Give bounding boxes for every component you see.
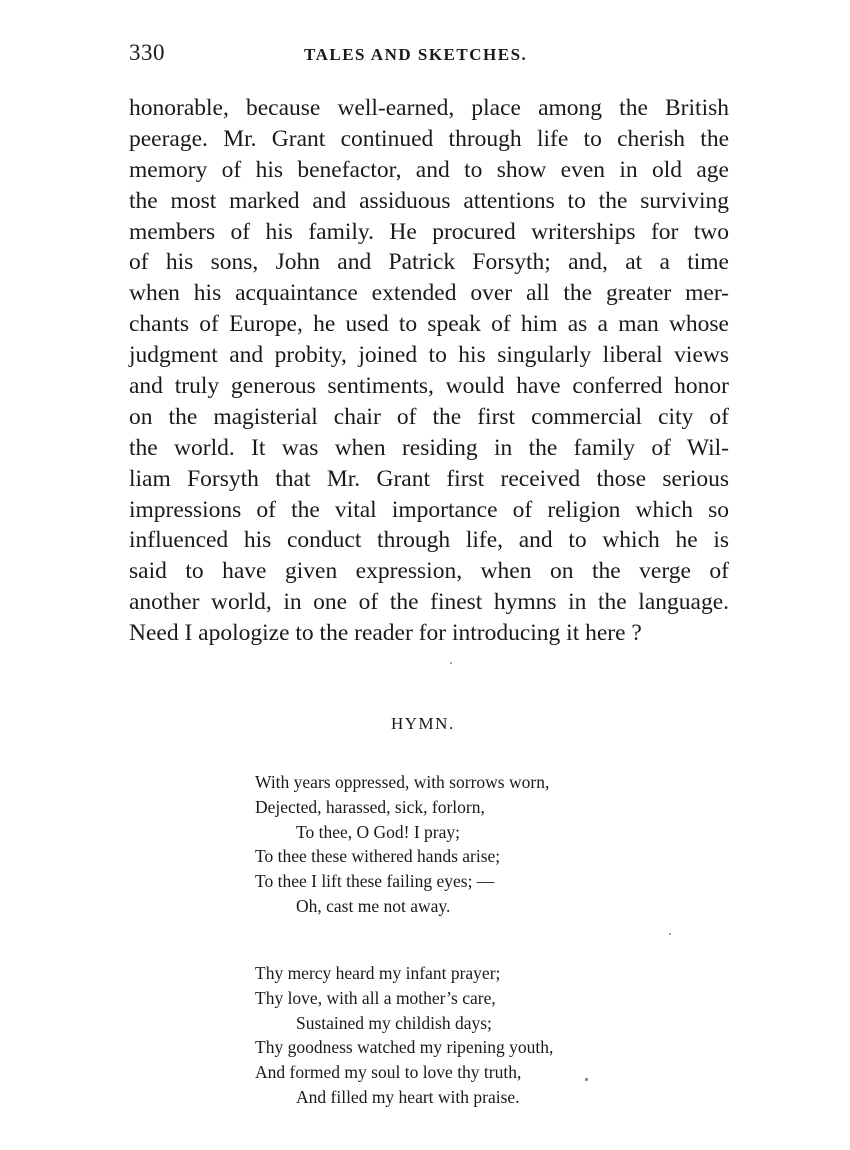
speck-mark	[669, 933, 671, 935]
verse-line: Thy goodness watched my ripening youth,	[255, 1037, 554, 1058]
body-line: and truly generous sentiments, would have conferred honor	[129, 373, 729, 400]
hymn-stanza-1	[255, 770, 635, 919]
hymn-title: HYMN.	[391, 714, 455, 733]
body-line: when his acquaintance extended over all the greater mer-	[129, 280, 729, 307]
body-line: impressions of the vital importance of religion which so	[129, 496, 729, 523]
body-line: the world. It was when residing in the family of Wil-	[129, 434, 729, 461]
body-line: members of his family. He procured writerships for two	[129, 218, 729, 245]
verse-line: And formed my soul to love thy truth,	[255, 1062, 522, 1083]
verse-line: To thee I lift these failing eyes; —	[255, 871, 495, 892]
body-line: judgment and probity, joined to his singularly liberal views	[129, 342, 729, 369]
verse-line: Thy love, with all a mother’s care,	[255, 987, 496, 1008]
body-line: on the magisterial chair of the first commercial city of	[129, 403, 729, 430]
speck-mark	[450, 662, 452, 664]
body-line: memory of his benefactor, and to show even in old age	[129, 156, 729, 183]
page-number: 330	[129, 40, 165, 65]
verse-line: To thee these withered hands arise;	[255, 846, 501, 867]
body-line: the most marked and assiduous attentions to the surviving	[129, 187, 729, 214]
running-head: TALES AND SKETCHES.	[304, 45, 528, 64]
body-line: liam Forsyth that Mr. Grant first received those serious	[129, 465, 729, 492]
hymn-stanza-2	[255, 961, 635, 1110]
verse-line: Oh, cast me not away.	[296, 895, 451, 916]
body-line: said to have given expression, when on the verge of	[129, 558, 729, 585]
verse-line: With years oppressed, with sorrows worn,	[255, 772, 550, 792]
speck-mark	[585, 1078, 588, 1081]
body-line: honorable, because well-earned, place among the British	[129, 95, 729, 121]
body-line: another world, in one of the finest hymns in the language.	[129, 589, 729, 616]
body-line: of his sons, John and Patrick Forsyth; and, at a time	[129, 249, 729, 276]
body-paragraph	[129, 93, 729, 649]
verse-line: Thy mercy heard my infant prayer;	[255, 963, 501, 983]
body-line: influenced his conduct through life, and to which he is	[129, 527, 729, 554]
verse-line: Sustained my childish days;	[296, 1012, 492, 1033]
verse-line: Dejected, harassed, sick, forlorn,	[255, 796, 485, 817]
body-line: peerage. Mr. Grant continued through life to cherish the	[129, 125, 729, 152]
verse-line: To thee, O God! I pray;	[296, 821, 461, 842]
body-line: Need I apologize to the reader for introducing it here ?	[129, 620, 642, 647]
verse-line: And filled my heart with praise.	[296, 1086, 520, 1107]
body-line: chants of Europe, he used to speak of him as a man whose	[129, 311, 729, 338]
